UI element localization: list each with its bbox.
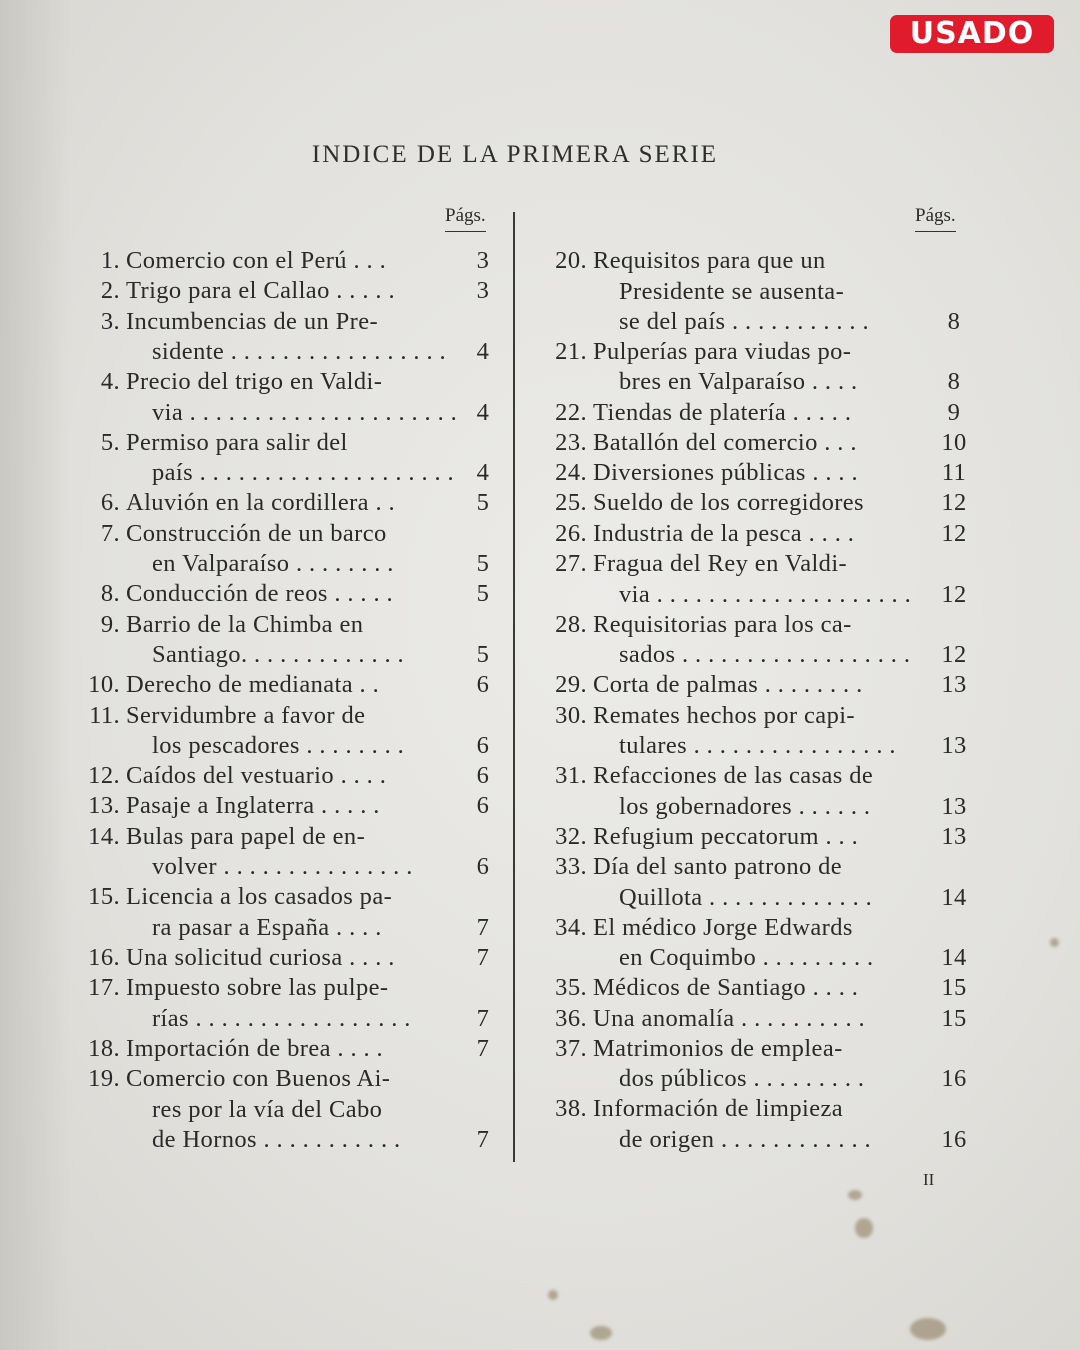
entry-page-number: 15 bbox=[941, 1004, 967, 1032]
index-entry bbox=[76, 246, 504, 277]
entry-number: 30. bbox=[555, 701, 587, 729]
page-gutter-shadow bbox=[0, 0, 70, 1350]
index-entry bbox=[543, 610, 975, 671]
entry-number: 22. bbox=[555, 398, 587, 426]
index-entry bbox=[76, 761, 504, 792]
entry-page-number: 15 bbox=[941, 974, 967, 1002]
index-entry bbox=[543, 670, 975, 701]
entry-page-number: 8 bbox=[947, 368, 961, 396]
index-entry bbox=[543, 852, 975, 913]
entry-number: 14. bbox=[88, 822, 120, 850]
entry-text: Impuesto sobre las pulpe- bbox=[126, 974, 389, 1002]
entry-number: 18. bbox=[88, 1034, 120, 1062]
used-badge: USADO bbox=[890, 15, 1054, 53]
paper-stain bbox=[855, 1218, 873, 1238]
entry-text: Quillota . . . . . . . . . . . . . bbox=[619, 883, 873, 911]
entry-page-number: 7 bbox=[476, 943, 490, 971]
entry-number: 20. bbox=[555, 247, 587, 274]
entry-text: Refacciones de las casas de bbox=[593, 762, 874, 790]
index-entry bbox=[76, 1064, 504, 1156]
entry-number: 11. bbox=[89, 701, 120, 729]
entry-text: Construcción de un barco bbox=[126, 519, 387, 547]
entry-text: Importación de brea . . . . bbox=[126, 1034, 384, 1062]
index-entry bbox=[543, 913, 975, 974]
pags-header-left: Págs. bbox=[445, 205, 486, 232]
entry-number: 27. bbox=[555, 550, 587, 577]
entry-text: Remates hechos por capi- bbox=[593, 701, 855, 729]
entry-text: dos públicos . . . . . . . . . bbox=[619, 1065, 865, 1093]
entry-text: en Valparaíso . . . . . . . . bbox=[152, 550, 394, 578]
paper-stain bbox=[910, 1318, 946, 1340]
index-entry bbox=[76, 428, 504, 489]
entry-text: rías . . . . . . . . . . . . . . . . . bbox=[152, 1004, 411, 1032]
entry-text: sidente . . . . . . . . . . . . . . . . . bbox=[152, 338, 447, 366]
entry-page-number: 9 bbox=[947, 398, 961, 426]
entry-text: Santiago. . . . . . . . . . . . . bbox=[152, 641, 405, 669]
entry-page-number: 13 bbox=[941, 792, 967, 820]
entry-page-number: 11 bbox=[941, 459, 967, 487]
index-entry bbox=[543, 428, 975, 459]
paper-stain bbox=[848, 1190, 862, 1200]
entry-text: país . . . . . . . . . . . . . . . . . . . . bbox=[152, 459, 455, 487]
entry-text: sados . . . . . . . . . . . . . . . . . . bbox=[619, 641, 911, 669]
entry-number: 25. bbox=[555, 489, 587, 517]
entry-page-number: 5 bbox=[476, 550, 490, 578]
entry-text: volver . . . . . . . . . . . . . . . bbox=[152, 853, 413, 881]
entry-text: Aluvión en la cordillera . . bbox=[126, 489, 396, 517]
column-divider bbox=[513, 212, 515, 1162]
entry-text: ra pasar a España . . . . bbox=[152, 913, 382, 941]
index-entry bbox=[543, 337, 975, 398]
entry-text: Permiso para salir del bbox=[126, 428, 348, 456]
entry-number: 19. bbox=[88, 1065, 120, 1093]
index-entry bbox=[76, 488, 504, 519]
entry-page-number: 7 bbox=[476, 1034, 490, 1062]
index-entry bbox=[543, 488, 975, 519]
entry-number: 7. bbox=[100, 519, 120, 547]
entry-text: Sueldo de los corregidores bbox=[593, 489, 864, 517]
entry-text: Derecho de medianata . . bbox=[126, 671, 380, 699]
index-entry bbox=[543, 458, 975, 489]
entry-page-number: 7 bbox=[476, 1126, 490, 1154]
entry-number: 4. bbox=[100, 368, 120, 396]
entry-text: Requisitos para que un bbox=[593, 247, 826, 274]
entry-page-number: 6 bbox=[476, 853, 490, 881]
entry-page-number: 14 bbox=[941, 944, 967, 972]
entry-number: 24. bbox=[555, 459, 587, 487]
entry-number: 2. bbox=[100, 277, 120, 305]
entry-number: 16. bbox=[88, 943, 120, 971]
entry-text: Batallón del comercio . . . bbox=[593, 428, 857, 456]
entry-text: Fragua del Rey en Valdi- bbox=[593, 550, 848, 577]
entry-text: Una anomalía . . . . . . . . . . bbox=[593, 1004, 866, 1032]
entry-number: 21. bbox=[555, 337, 587, 365]
entry-page-number: 12 bbox=[941, 519, 967, 547]
entry-page-number: 6 bbox=[476, 792, 490, 820]
entry-page-number: 6 bbox=[476, 732, 490, 759]
entry-number: 23. bbox=[555, 428, 587, 456]
entry-page-number: 5 bbox=[476, 580, 490, 608]
entry-page-number: 6 bbox=[476, 671, 490, 699]
entry-text: se del país . . . . . . . . . . . bbox=[619, 308, 870, 335]
index-entry bbox=[76, 943, 504, 974]
entry-text: Corta de palmas . . . . . . . . bbox=[593, 671, 863, 699]
entry-page-number: 7 bbox=[476, 913, 490, 941]
entry-text: Pasaje a Inglaterra . . . . . bbox=[126, 792, 380, 820]
index-entry bbox=[76, 519, 504, 580]
entry-text: Conducción de reos . . . . . bbox=[126, 580, 394, 608]
index-entry bbox=[76, 367, 504, 428]
entry-number: 38. bbox=[555, 1095, 587, 1123]
entry-text: El médico Jorge Edwards bbox=[593, 913, 853, 941]
index-title: INDICE DE LA PRIMERA SERIE bbox=[311, 141, 719, 168]
entry-text: Matrimonios de emplea- bbox=[593, 1034, 843, 1062]
entry-page-number: 4 bbox=[476, 459, 490, 487]
entry-number: 32. bbox=[555, 822, 587, 850]
entry-text: Presidente se ausenta- bbox=[619, 277, 845, 305]
entry-number: 10. bbox=[88, 671, 120, 699]
entry-page-number: 6 bbox=[476, 762, 490, 790]
paper-stain bbox=[1050, 938, 1059, 947]
entry-text: Tiendas de platería . . . . . bbox=[593, 398, 852, 426]
entry-page-number: 7 bbox=[476, 1004, 490, 1032]
entry-text: Bulas para papel de en- bbox=[126, 822, 366, 850]
index-entry bbox=[543, 246, 975, 338]
entry-number: 5. bbox=[100, 428, 120, 456]
index-entry bbox=[543, 519, 975, 550]
entry-text: Médicos de Santiago . . . . bbox=[593, 974, 859, 1002]
entry-text: Trigo para el Callao . . . . . bbox=[126, 277, 395, 305]
index-entry bbox=[543, 822, 975, 853]
index-entry bbox=[76, 276, 504, 307]
entry-number: 15. bbox=[88, 883, 120, 911]
entry-page-number: 12 bbox=[941, 489, 967, 517]
entry-text: Servidumbre a favor de bbox=[126, 701, 366, 729]
index-entry bbox=[76, 307, 504, 368]
index-entry bbox=[76, 670, 504, 701]
entry-number: 34. bbox=[555, 913, 587, 941]
entry-page-number: 3 bbox=[476, 247, 490, 274]
entry-text: de Hornos . . . . . . . . . . . bbox=[152, 1126, 401, 1154]
entry-page-number: 13 bbox=[941, 822, 967, 850]
page-number: II bbox=[923, 1170, 935, 1189]
index-entry bbox=[543, 549, 975, 610]
entry-page-number: 4 bbox=[476, 338, 490, 366]
entry-text: Día del santo patrono de bbox=[593, 853, 843, 880]
entry-number: 37. bbox=[555, 1034, 587, 1062]
entry-text: res por la vía del Cabo bbox=[152, 1095, 383, 1123]
entry-text: los pescadores . . . . . . . . bbox=[152, 732, 405, 759]
entry-page-number: 8 bbox=[947, 308, 961, 335]
entry-text: Barrio de la Chimba en bbox=[126, 610, 364, 638]
entry-number: 12. bbox=[88, 762, 120, 790]
pags-header-right: Págs. bbox=[915, 205, 956, 232]
entry-number: 29. bbox=[555, 671, 587, 699]
paper-stain bbox=[548, 1290, 558, 1300]
entry-text: tulares . . . . . . . . . . . . . . . . bbox=[619, 732, 896, 759]
entry-number: 35. bbox=[555, 974, 587, 1002]
index-entry bbox=[76, 701, 504, 762]
entry-number: 26. bbox=[555, 519, 587, 547]
entry-page-number: 14 bbox=[941, 883, 967, 911]
entry-text: bres en Valparaíso . . . . bbox=[619, 368, 858, 396]
entry-page-number: 5 bbox=[476, 489, 490, 517]
entry-text: Precio del trigo en Valdi- bbox=[126, 368, 383, 396]
entry-number: 8. bbox=[100, 580, 120, 608]
index-entry bbox=[76, 610, 504, 671]
index-entry bbox=[76, 1034, 504, 1065]
entry-text: Comercio con Buenos Ai- bbox=[126, 1065, 391, 1093]
entry-page-number: 12 bbox=[941, 580, 967, 608]
entry-page-number: 16 bbox=[941, 1125, 967, 1153]
entry-text: Pulperías para viudas po- bbox=[593, 337, 852, 365]
index-entry bbox=[76, 579, 504, 610]
entry-text: Incumbencias de un Pre- bbox=[126, 307, 379, 335]
entry-text: Diversiones públicas . . . . bbox=[593, 459, 859, 487]
entry-text: Requisitorias para los ca- bbox=[593, 610, 852, 638]
entry-page-number: 13 bbox=[941, 732, 967, 759]
entry-number: 31. bbox=[555, 762, 587, 790]
entry-text: Refugium peccatorum . . . bbox=[593, 822, 859, 850]
entry-text: Información de limpieza bbox=[593, 1095, 844, 1123]
entry-number: 17. bbox=[88, 974, 120, 1002]
entry-number: 13. bbox=[88, 792, 120, 820]
index-entry bbox=[543, 1034, 975, 1095]
index-entry bbox=[543, 1004, 975, 1035]
entry-text: Caídos del vestuario . . . . bbox=[126, 762, 387, 790]
index-entry bbox=[543, 1094, 975, 1155]
entry-page-number: 4 bbox=[476, 398, 490, 426]
index-entry bbox=[543, 701, 975, 762]
entry-text: Una solicitud curiosa . . . . bbox=[126, 943, 395, 971]
entry-number: 3. bbox=[100, 307, 120, 335]
entry-page-number: 12 bbox=[941, 641, 967, 669]
entry-number: 6. bbox=[100, 489, 120, 517]
entry-number: 33. bbox=[555, 853, 587, 880]
entry-text: Licencia a los casados pa- bbox=[126, 883, 393, 911]
entry-text: Industria de la pesca . . . . bbox=[593, 519, 855, 547]
entry-text: via . . . . . . . . . . . . . . . . . . . . . bbox=[152, 398, 458, 426]
entry-number: 28. bbox=[555, 610, 587, 638]
paper-stain bbox=[590, 1326, 612, 1340]
index-entry bbox=[76, 822, 504, 883]
index-entry bbox=[76, 973, 504, 1034]
entry-page-number: 16 bbox=[941, 1065, 967, 1093]
index-entry bbox=[76, 882, 504, 943]
entry-text: los gobernadores . . . . . . bbox=[619, 792, 871, 820]
entry-text: de origen . . . . . . . . . . . . bbox=[619, 1125, 872, 1153]
entry-number: 36. bbox=[555, 1004, 587, 1032]
index-entry bbox=[543, 761, 975, 822]
entry-number: 9. bbox=[100, 610, 120, 638]
index-entry bbox=[543, 973, 975, 1004]
entry-text: Comercio con el Perú . . . bbox=[126, 247, 387, 274]
entry-text: via . . . . . . . . . . . . . . . . . . . . bbox=[619, 580, 912, 608]
index-entry bbox=[76, 791, 504, 822]
entry-page-number: 5 bbox=[476, 641, 490, 669]
index-entry bbox=[543, 398, 975, 429]
entry-page-number: 10 bbox=[941, 428, 967, 456]
entry-page-number: 13 bbox=[941, 671, 967, 699]
entry-text: en Coquimbo . . . . . . . . . bbox=[619, 944, 874, 972]
entry-number: 1. bbox=[100, 247, 120, 274]
entry-page-number: 3 bbox=[476, 277, 490, 305]
